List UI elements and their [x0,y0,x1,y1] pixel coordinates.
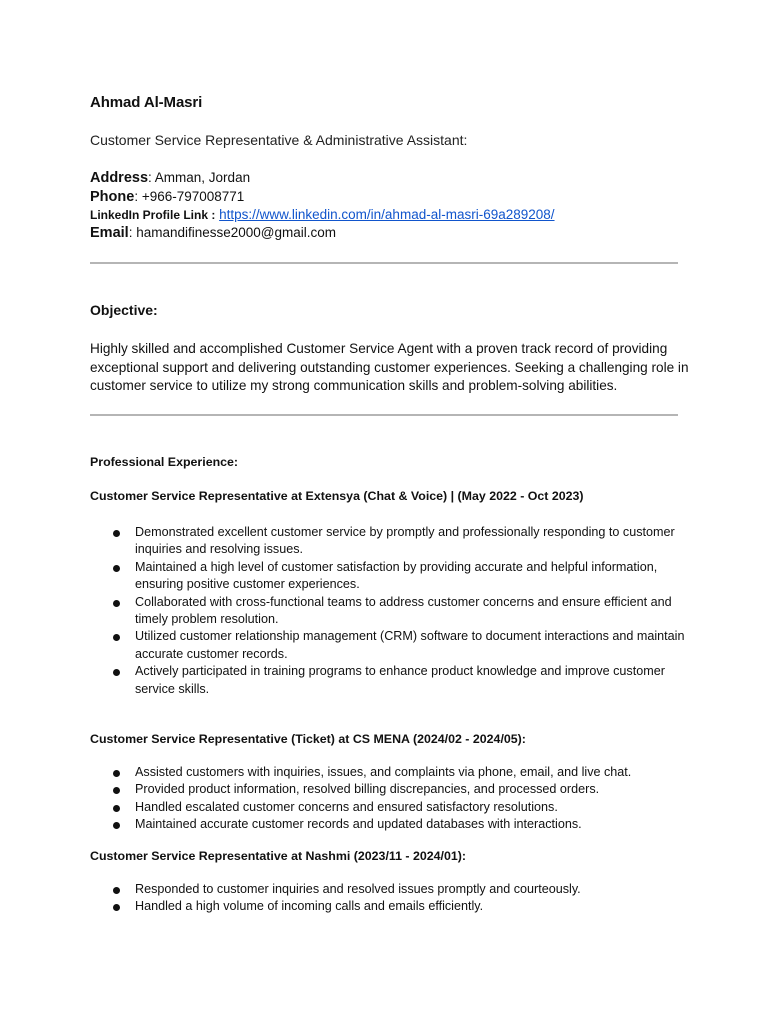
list-item: Demonstrated excellent customer service by promptly and professionally responding to customer inquiries and resolving issues. [90,524,690,559]
bullet-icon [113,805,120,812]
list-item: Handled escalated customer concerns and ensured satisfactory resolutions. [90,799,690,816]
bullet-icon [113,904,120,911]
linkedin-link[interactable]: https://www.linkedin.com/in/ahmad-al-masri-69a289208/ [219,207,555,222]
role-title: Customer Service Representative & Administrative Assistant: [90,132,468,148]
list-item: Utilized customer relationship management (CRM) software to document interactions and maintain accurate customer records. [90,628,690,663]
divider-top [90,262,678,264]
bullet-icon [113,822,120,829]
divider-objective [90,414,678,416]
bullet-icon [113,669,120,676]
list-item: Handled a high volume of incoming calls and emails efficiently. [90,898,690,915]
list-item: Assisted customers with inquiries, issues, and complaints via phone, email, and live chat. [90,764,690,781]
candidate-name: Ahmad Al-Masri [90,94,203,111]
experience-heading: Professional Experience: [90,455,239,469]
job-title-nashmi: Customer Service Representative at Nashmi (2023/11 - 2024/01): [90,849,467,863]
bullet-icon [113,770,120,777]
list-item: Actively participated in training programs to enhance product knowledge and improve customer service skills. [90,663,690,698]
job-bullets-nashmi [90,881,690,916]
bullet-icon [113,565,120,572]
linkedin-label: LinkedIn Profile Link : [90,208,216,222]
address-value: : Amman, Jordan [148,170,251,185]
address-label: Address [90,170,149,186]
bullet-icon [113,887,120,894]
job-bullets-csmena [90,764,690,834]
bullet-icon [113,530,120,537]
email-label: Email [90,225,129,241]
list-item: Collaborated with cross-functional teams to address customer concerns and ensure efficient and timely problem resolution. [90,594,690,629]
objective-text: Highly skilled and accomplished Customer Service Agent with a proven track record of providing exceptional support and delivering outstanding customer experiences. Seeking a challenging role in customer service to utilize my strong communication skills and problem-solving abilities. [90,341,689,393]
job-bullets-extensya [90,524,690,698]
objective-heading: Objective: [90,302,158,318]
phone-value: : +966-797008771 [134,189,245,204]
bullet-icon [113,600,120,607]
list-item: Maintained accurate customer records and updated databases with interactions. [90,816,690,833]
phone-label: Phone [90,189,135,205]
phone-line [90,189,244,205]
list-item: Provided product information, resolved billing discrepancies, and processed orders. [90,781,690,798]
bullet-icon [113,787,120,794]
job-title-csmena: Customer Service Representative (Ticket) at CS MENA (2024/02 - 2024/05): [90,732,526,746]
list-item: Maintained a high level of customer satisfaction by providing accurate and helpful information, ensuring positive customer experiences. [90,559,690,594]
email-value: : hamandifinesse2000@gmail.com [128,225,336,240]
email-line [90,225,336,241]
bullet-icon [113,634,120,641]
list-item: Responded to customer inquiries and resolved issues promptly and courteously. [90,881,690,898]
address-line [90,170,250,186]
linkedin-line [90,207,555,222]
job-title-extensya: Customer Service Representative at Extensya (Chat & Voice) | (May 2022 - Oct 2023) [90,489,584,503]
